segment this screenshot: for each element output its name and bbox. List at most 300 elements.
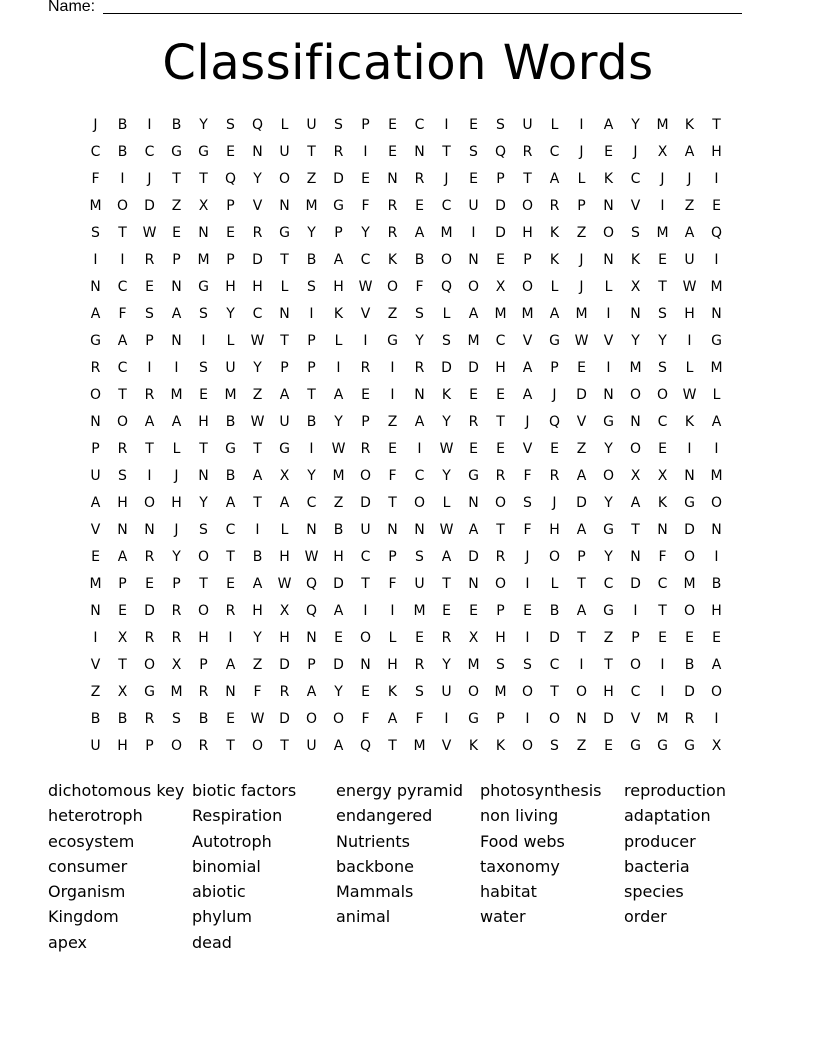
grid-letter: T [307, 387, 316, 403]
grid-letter: B [549, 603, 560, 619]
grid-letter: B [225, 468, 236, 484]
grid-letter: P [631, 630, 640, 646]
grid-row [82, 625, 730, 652]
grid-letter: G [603, 414, 614, 430]
grid-letter: H [684, 306, 695, 322]
grid-letter: R [333, 144, 344, 160]
grid-letter: T [523, 171, 532, 187]
grid-letter: A [144, 414, 155, 430]
grid-letter: N [117, 522, 128, 538]
grid-letter: R [414, 171, 425, 187]
grid-letter: T [145, 441, 154, 457]
grid-letter: S [496, 657, 505, 673]
word-list-item: reproduction [624, 781, 726, 800]
grid-letter: N [414, 522, 425, 538]
grid-letter: I [363, 333, 368, 349]
grid-letter: X [495, 279, 506, 295]
grid-letter: R [414, 360, 425, 376]
grid-letter: K [549, 225, 560, 241]
grid-letter: F [118, 306, 127, 322]
grid-letter: I [363, 603, 368, 619]
grid-letter: C [144, 144, 155, 160]
grid-letter: R [252, 225, 263, 241]
word-list-item: producer [624, 831, 696, 851]
grid-letter: P [307, 360, 316, 376]
grid-letter: S [523, 657, 532, 673]
grid-letter: E [226, 576, 235, 592]
grid-letter: R [117, 441, 128, 457]
grid-letter: S [442, 333, 451, 349]
word-list-item: Nutrients [336, 831, 410, 851]
grid-letter: T [307, 144, 316, 160]
grid-row [82, 571, 730, 598]
grid-letter: C [360, 549, 371, 565]
grid-letter: C [549, 657, 560, 673]
grid-letter: Y [307, 225, 316, 241]
grid-letter: A [576, 603, 587, 619]
grid-letter: I [606, 306, 611, 322]
grid-letter: V [441, 738, 452, 754]
name-field [48, 0, 742, 18]
grid-letter: M [332, 468, 345, 484]
grid-letter: D [144, 603, 155, 619]
grid-letter: Y [604, 495, 613, 511]
grid-letter: G [198, 144, 209, 160]
grid-letter: G [603, 522, 614, 538]
grid-letter: A [414, 225, 425, 241]
grid-letter: Z [603, 630, 614, 646]
grid-letter: G [171, 144, 182, 160]
grid-letter: N [90, 279, 101, 295]
grid-letter: M [656, 711, 669, 727]
grid-letter: T [658, 603, 667, 619]
grid-letter: S [550, 738, 559, 754]
grid-letter: Y [199, 117, 208, 133]
word-list-item: apex [48, 932, 87, 952]
grid-letter: U [225, 360, 236, 376]
grid-row [82, 247, 730, 274]
grid-letter: C [225, 522, 236, 538]
grid-letter: Q [251, 117, 264, 133]
grid-letter: Z [333, 495, 344, 511]
grid-letter: R [90, 360, 101, 376]
grid-letter: A [171, 414, 182, 430]
grid-letter: E [469, 603, 478, 619]
grid-letter: A [279, 495, 290, 511]
grid-letter: S [226, 117, 235, 133]
grid-letter: O [710, 495, 723, 511]
grid-letter: A [117, 333, 128, 349]
grid-letter: P [172, 252, 181, 268]
grid-letter: O [494, 576, 507, 592]
grid-letter: M [710, 360, 723, 376]
grid-letter: O [359, 468, 372, 484]
grid-letter: B [414, 252, 425, 268]
grid-letter: S [415, 306, 424, 322]
grid-letter: M [89, 198, 102, 214]
grid-letter: H [171, 495, 182, 511]
grid-letter: O [521, 198, 534, 214]
grid-letter: M [197, 252, 210, 268]
grid-letter: A [414, 414, 425, 430]
grid-letter: O [521, 684, 534, 700]
grid-letter: D [279, 711, 290, 727]
grid-row [82, 436, 730, 463]
grid-letter: D [468, 549, 479, 565]
grid-letter: M [656, 225, 669, 241]
word-list-item: energy pyramid [336, 781, 464, 800]
grid-letter: O [602, 225, 615, 241]
grid-letter: M [494, 306, 507, 322]
grid-letter: Y [253, 360, 262, 376]
grid-letter: J [525, 549, 530, 565]
grid-letter: K [333, 306, 344, 322]
grid-letter: Y [604, 441, 613, 457]
grid-letter: A [387, 711, 398, 727]
grid-letter: L [280, 522, 289, 538]
grid-letter: T [604, 657, 613, 673]
grid-letter: R [144, 387, 155, 403]
grid-letter: G [549, 333, 560, 349]
grid-letter: G [603, 603, 614, 619]
grid-letter: E [469, 387, 478, 403]
word-list-item: binomial [192, 856, 261, 876]
grid-letter: I [390, 387, 395, 403]
grid-letter: E [226, 144, 235, 160]
grid-row [82, 301, 730, 328]
grid-letter: J [93, 117, 98, 133]
grid-letter: T [577, 576, 586, 592]
grid-letter: E [496, 387, 505, 403]
grid-row [82, 733, 730, 760]
grid-letter: G [90, 333, 101, 349]
grid-letter: C [414, 468, 425, 484]
grid-letter: D [252, 252, 263, 268]
grid-letter: I [633, 603, 638, 619]
grid-letter: E [469, 171, 478, 187]
grid-letter: S [658, 360, 667, 376]
grid-letter: E [415, 198, 424, 214]
grid-letter: B [252, 549, 263, 565]
grid-letter: E [685, 630, 694, 646]
grid-letter: T [712, 117, 721, 133]
word-list-item: adaptation [624, 806, 711, 826]
grid-letter: J [579, 279, 584, 295]
grid-letter: O [710, 684, 723, 700]
grid-letter: D [468, 360, 479, 376]
grid-letter: F [253, 684, 262, 700]
grid-letter: W [250, 414, 265, 430]
word-list-item: Kingdom [48, 907, 119, 927]
word-list-item: bacteria [624, 856, 690, 876]
grid-letter: K [657, 495, 668, 511]
grid-letter: X [657, 468, 668, 484]
grid-letter: B [90, 711, 101, 727]
grid-letter: I [444, 711, 449, 727]
grid-letter: Y [658, 333, 667, 349]
grid-letter: T [118, 225, 127, 241]
page-title: Classification Words [162, 35, 654, 91]
grid-letter: C [360, 252, 371, 268]
grid-letter: Y [361, 225, 370, 241]
grid-letter: I [93, 252, 98, 268]
grid-letter: I [255, 522, 260, 538]
grid-letter: Z [252, 657, 263, 673]
grid-letter: C [441, 198, 452, 214]
grid-letter: X [279, 468, 290, 484]
grid-row [82, 220, 730, 247]
grid-letter: R [414, 657, 425, 673]
grid-letter: S [415, 684, 424, 700]
word-list-item: heterotroph [48, 806, 143, 826]
grid-letter: I [174, 360, 179, 376]
grid-letter: N [198, 225, 209, 241]
grid-letter: O [386, 279, 399, 295]
grid-letter: I [714, 549, 719, 565]
grid-letter: L [685, 360, 694, 376]
grid-letter: E [361, 387, 370, 403]
grid-letter: E [91, 549, 100, 565]
letter-grid [82, 112, 730, 760]
grid-letter: P [361, 414, 370, 430]
grid-letter: N [711, 306, 722, 322]
grid-letter: S [658, 306, 667, 322]
grid-letter: R [495, 468, 506, 484]
word-list [48, 778, 768, 958]
grid-letter: S [91, 225, 100, 241]
word-list-item: non living [480, 806, 559, 826]
grid-letter: E [145, 279, 154, 295]
grid-letter: A [225, 657, 236, 673]
grid-letter: W [574, 333, 589, 349]
grid-letter: K [468, 738, 479, 754]
grid-letter: F [415, 711, 424, 727]
grid-letter: N [306, 522, 317, 538]
grid-letter: G [387, 333, 398, 349]
grid-letter: I [714, 441, 719, 457]
grid-letter: X [198, 198, 209, 214]
grid-letter: D [576, 495, 587, 511]
grid-letter: B [171, 117, 182, 133]
grid-letter: I [93, 630, 98, 646]
grid-letter: M [467, 657, 480, 673]
grid-letter: I [606, 360, 611, 376]
grid-letter: H [603, 684, 614, 700]
grid-letter: N [711, 522, 722, 538]
grid-letter: B [225, 414, 236, 430]
grid-letter: H [522, 225, 533, 241]
grid-letter: T [631, 522, 640, 538]
grid-letter: D [603, 711, 614, 727]
grid-letter: E [577, 360, 586, 376]
grid-letter: D [495, 198, 506, 214]
grid-row [82, 544, 730, 571]
grid-letter: U [90, 738, 101, 754]
grid-letter: Q [548, 414, 561, 430]
grid-letter: E [523, 603, 532, 619]
grid-letter: T [550, 684, 559, 700]
grid-letter: F [388, 576, 397, 592]
grid-letter: C [90, 144, 101, 160]
grid-letter: R [549, 198, 560, 214]
grid-letter: M [224, 387, 237, 403]
grid-letter: E [604, 144, 613, 160]
grid-letter: J [444, 171, 449, 187]
grid-letter: O [521, 279, 534, 295]
grid-letter: S [199, 306, 208, 322]
grid-letter: E [118, 603, 127, 619]
grid-letter: N [252, 144, 263, 160]
grid-letter: R [171, 603, 182, 619]
grid-letter: N [171, 333, 182, 349]
grid-letter: P [199, 657, 208, 673]
grid-letter: A [468, 522, 479, 538]
grid-letter: L [442, 306, 451, 322]
grid-letter: I [714, 171, 719, 187]
grid-letter: U [306, 738, 317, 754]
grid-letter: C [117, 279, 128, 295]
grid-letter: P [91, 441, 100, 457]
grid-letter: N [603, 198, 614, 214]
grid-letter: O [197, 549, 210, 565]
grid-letter: E [442, 603, 451, 619]
grid-letter: A [306, 684, 317, 700]
grid-letter: V [630, 198, 641, 214]
grid-letter: H [711, 144, 722, 160]
grid-letter: S [415, 549, 424, 565]
grid-letter: Z [387, 414, 398, 430]
grid-letter: V [576, 414, 587, 430]
grid-letter: M [575, 306, 588, 322]
grid-letter: X [657, 144, 668, 160]
grid-letter: M [170, 684, 183, 700]
grid-letter: S [334, 117, 343, 133]
grid-letter: C [495, 333, 506, 349]
grid-letter: H [333, 549, 344, 565]
grid-letter: H [117, 495, 128, 511]
grid-letter: K [630, 252, 641, 268]
word-list-item: water [480, 907, 526, 927]
grid-letter: A [441, 549, 452, 565]
grid-letter: I [660, 684, 665, 700]
grid-letter: G [711, 333, 722, 349]
grid-letter: O [440, 252, 453, 268]
grid-letter: P [496, 603, 505, 619]
grid-letter: U [279, 414, 290, 430]
grid-letter: N [387, 171, 398, 187]
grid-letter: S [469, 144, 478, 160]
grid-letter: P [226, 198, 235, 214]
grid-letter: K [495, 738, 506, 754]
grid-letter: Z [684, 198, 695, 214]
grid-letter: E [361, 171, 370, 187]
grid-letter: D [495, 225, 506, 241]
grid-letter: X [711, 738, 722, 754]
grid-letter: A [576, 468, 587, 484]
grid-letter: A [333, 252, 344, 268]
grid-letter: I [309, 306, 314, 322]
grid-letter: D [144, 198, 155, 214]
grid-row [82, 355, 730, 382]
grid-letter: G [198, 279, 209, 295]
grid-letter: L [226, 333, 235, 349]
grid-letter: C [252, 306, 263, 322]
grid-letter: A [225, 495, 236, 511]
word-list-item: abiotic [192, 882, 246, 902]
grid-letter: I [390, 360, 395, 376]
grid-letter: R [144, 630, 155, 646]
grid-letter: I [525, 576, 530, 592]
name-label: Name: [48, 0, 96, 15]
grid-letter: O [521, 738, 534, 754]
grid-letter: S [496, 117, 505, 133]
grid-letter: M [170, 387, 183, 403]
grid-letter: J [660, 171, 665, 187]
grid-letter: D [630, 576, 641, 592]
grid-letter: J [552, 387, 557, 403]
grid-letter: E [469, 441, 478, 457]
grid-letter: P [172, 576, 181, 592]
grid-letter: A [711, 414, 722, 430]
grid-letter: L [577, 171, 586, 187]
grid-row [82, 517, 730, 544]
grid-letter: N [279, 198, 290, 214]
grid-letter: G [468, 468, 479, 484]
grid-letter: G [279, 441, 290, 457]
grid-letter: O [359, 630, 372, 646]
grid-letter: S [307, 279, 316, 295]
grid-letter: G [630, 738, 641, 754]
grid-letter: V [522, 441, 533, 457]
grid-letter: T [253, 495, 262, 511]
grid-letter: Y [442, 468, 451, 484]
grid-letter: Z [306, 171, 317, 187]
grid-letter: F [415, 279, 424, 295]
grid-letter: W [439, 441, 454, 457]
grid-letter: X [117, 630, 128, 646]
grid-letter: Y [334, 414, 343, 430]
name-underline [103, 13, 742, 14]
grid-letter: I [120, 171, 125, 187]
grid-letter: R [522, 144, 533, 160]
grid-letter: B [684, 657, 695, 673]
grid-letter: Q [305, 576, 318, 592]
grid-letter: A [711, 657, 722, 673]
grid-letter: L [550, 279, 559, 295]
grid-letter: E [712, 198, 721, 214]
grid-letter: N [576, 711, 587, 727]
grid-letter: J [552, 495, 557, 511]
grid-letter: G [279, 225, 290, 241]
grid-letter: P [334, 225, 343, 241]
grid-letter: Q [494, 144, 507, 160]
grid-letter: V [630, 711, 641, 727]
grid-letter: A [90, 495, 101, 511]
grid-letter: I [363, 144, 368, 160]
grid-letter: N [198, 468, 209, 484]
grid-letter: F [91, 171, 100, 187]
grid-letter: O [656, 387, 669, 403]
grid-letter: S [172, 711, 181, 727]
grid-letter: M [413, 603, 426, 619]
grid-letter: J [687, 171, 692, 187]
grid-letter: O [683, 603, 696, 619]
word-list-item: dead [192, 932, 232, 952]
grid-letter: Y [604, 549, 613, 565]
grid-letter: W [439, 522, 454, 538]
grid-letter: X [630, 468, 641, 484]
word-list-item [624, 930, 768, 955]
